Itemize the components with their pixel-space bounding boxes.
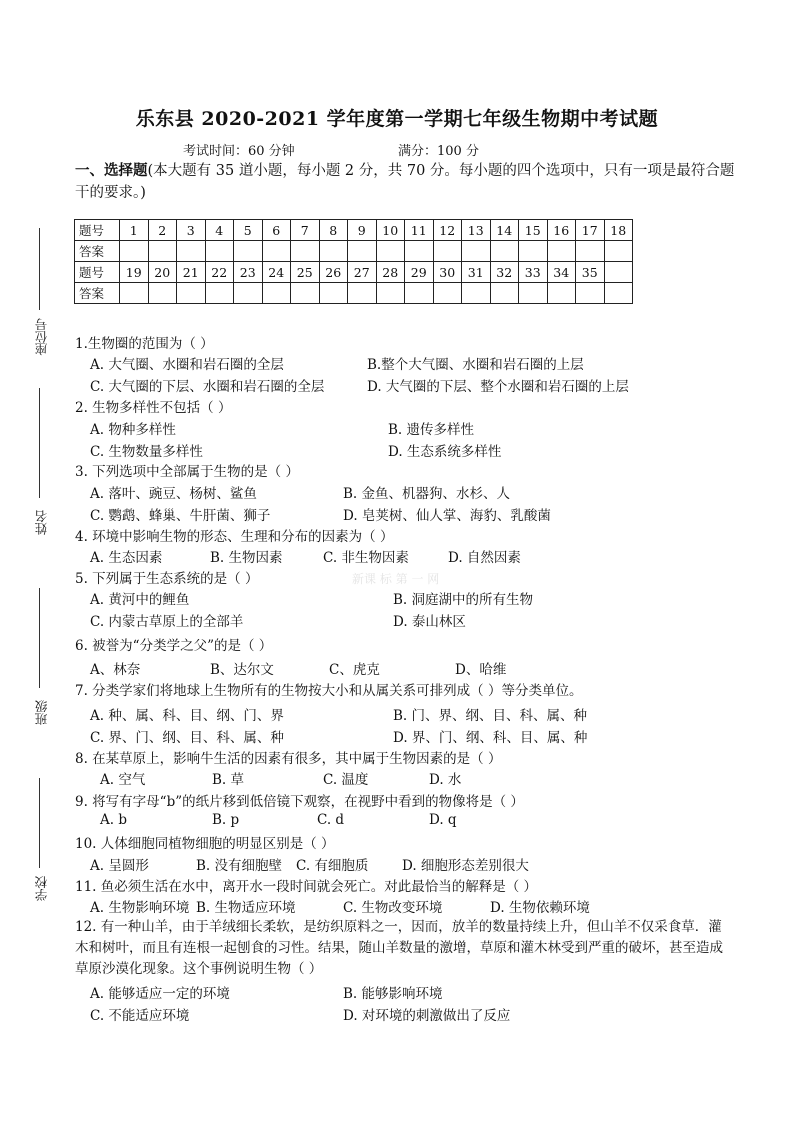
question-3-option-b: B. 金鱼、机器狗、水杉、人 <box>343 486 511 502</box>
number-cell: 19 <box>120 262 149 283</box>
answer-cell[interactable] <box>319 283 348 304</box>
number-cell: 3 <box>177 220 206 241</box>
row-label-answer: 答案 <box>75 283 120 304</box>
blank-cell <box>604 262 633 283</box>
question-10-option-a: A. 呈圆形 <box>90 858 149 874</box>
row-label-number: 题号 <box>75 262 120 283</box>
answer-cell[interactable] <box>262 283 291 304</box>
question-4-option-d: D. 自然因素 <box>448 550 521 566</box>
answer-cell[interactable] <box>376 241 405 262</box>
number-cell: 17 <box>576 220 605 241</box>
binding-line-2 <box>39 388 40 498</box>
number-cell: 30 <box>433 262 462 283</box>
answer-cell[interactable] <box>405 283 434 304</box>
answer-cell[interactable] <box>604 241 633 262</box>
question-6-option-a: A、林奈 <box>90 662 141 678</box>
school-label: 学校 <box>34 876 49 901</box>
question-11-option-d: D. 生物依赖环境 <box>490 900 590 916</box>
question-10-option-b: B. 没有细胞壁 <box>196 858 283 874</box>
number-cell: 35 <box>576 262 605 283</box>
row-label-number: 题号 <box>75 220 120 241</box>
question-3-option-d: D. 皂荚树、仙人掌、海豹、乳酸菌 <box>343 508 551 524</box>
number-cell: 18 <box>604 220 633 241</box>
number-cell: 14 <box>490 220 519 241</box>
answer-cell[interactable] <box>348 283 377 304</box>
seat-number-label: 座位号 <box>34 318 49 356</box>
number-cell: 24 <box>262 262 291 283</box>
question-1-stem: 1.生物圈的范围为（ ） <box>75 336 214 352</box>
question-10-option-c: C. 有细胞质 <box>296 858 369 874</box>
number-cell: 9 <box>348 220 377 241</box>
binding-line-3 <box>39 588 40 688</box>
answer-cell[interactable] <box>234 283 263 304</box>
answer-cell[interactable] <box>205 241 234 262</box>
number-cell: 5 <box>234 220 263 241</box>
answer-cell[interactable] <box>433 283 462 304</box>
answer-cell[interactable] <box>291 283 320 304</box>
answer-cell[interactable] <box>547 283 576 304</box>
question-2-option-b: B. 遗传多样性 <box>388 422 475 438</box>
question-5-option-d: D. 泰山林区 <box>393 614 466 630</box>
number-cell: 32 <box>490 262 519 283</box>
question-10-stem: 10. 人体细胞同植物细胞的明显区别是（ ） <box>75 836 335 852</box>
number-cell: 33 <box>519 262 548 283</box>
question-11-option-c: C. 生物改变环境 <box>343 900 443 916</box>
number-cell: 29 <box>405 262 434 283</box>
full-score: 满分：100 分 <box>398 144 479 159</box>
question-5-option-a: A. 黄河中的鲤鱼 <box>90 592 190 608</box>
question-7-stem: 7. 分类学家们将地球上生物所有的生物按大小和从属关系可排列成（ ）等分类单位。 <box>75 683 583 699</box>
question-8-option-b: B. 草 <box>212 772 245 788</box>
question-5-option-c: C. 内蒙古草原上的全部羊 <box>90 614 244 630</box>
question-7-option-c: C. 界、门、纲、目、科、属、种 <box>90 730 284 746</box>
question-5-option-b: B. 洞庭湖中的所有生物 <box>393 592 534 608</box>
number-cell: 6 <box>262 220 291 241</box>
answer-cell[interactable] <box>234 241 263 262</box>
question-4-option-b: B. 生物因素 <box>210 550 283 566</box>
question-3-stem: 3. 下列选项中全部属于生物的是（ ） <box>75 464 299 480</box>
answer-cell[interactable] <box>120 241 149 262</box>
question-5-stem: 5. 下列属于生态系统的是（ ） <box>75 571 259 587</box>
question-7-option-a: A. 种、属、科、目、纲、门、界 <box>90 708 284 724</box>
section-heading: 一、选择题 <box>75 162 148 179</box>
answer-cell[interactable] <box>433 241 462 262</box>
section-text: (本大题有 35 道小题，每小题 2 分，共 70 分。每小题的四个选项中，只有一项是最符合题干的要求。) <box>75 163 735 201</box>
number-cell: 8 <box>319 220 348 241</box>
question-1-option-c: C. 大气圈的下层、水圈和岩石圈的全层 <box>90 379 325 395</box>
answer-table <box>74 219 633 304</box>
page-title: 乐东县 2020-2021 学年度第一学期七年级生物期中考试题 <box>135 108 659 130</box>
answer-cell[interactable] <box>576 241 605 262</box>
question-2-option-d: D. 生态系统多样性 <box>388 444 502 460</box>
section-instructions <box>75 160 735 204</box>
question-10-option-d: D. 细胞形态差别很大 <box>402 858 529 874</box>
answer-cell[interactable] <box>490 283 519 304</box>
blank-cell <box>604 283 633 304</box>
number-cell: 11 <box>405 220 434 241</box>
question-8-option-a: A. 空气 <box>100 772 146 788</box>
question-12-option-c: C. 不能适应环境 <box>90 1008 190 1024</box>
number-cell: 10 <box>376 220 405 241</box>
number-cell: 21 <box>177 262 206 283</box>
number-cell: 12 <box>433 220 462 241</box>
question-2-option-c: C. 生物数量多样性 <box>90 444 203 460</box>
number-cell: 23 <box>234 262 263 283</box>
answer-row-2 <box>75 283 633 304</box>
answer-cell[interactable] <box>576 283 605 304</box>
question-12-option-a: A. 能够适应一定的环境 <box>90 986 230 1002</box>
question-1-option-b: B.整个大气圈、水圈和岩石圈的上层 <box>367 357 584 373</box>
answer-cell[interactable] <box>376 283 405 304</box>
question-4-option-a: A. 生态因素 <box>90 550 163 566</box>
answer-row-1 <box>75 241 633 262</box>
question-6-stem: 6. 被誉为“分类学之父”的是（ ） <box>75 638 273 654</box>
question-7-option-b: B. 门、界、纲、目、科、属、种 <box>393 708 588 724</box>
question-6-option-d: D、哈维 <box>455 662 507 678</box>
number-cell: 34 <box>547 262 576 283</box>
question-8-option-d: D. 水 <box>429 772 462 788</box>
question-11-stem: 11. 鱼必须生活在水中，离开水一段时间就会死亡。对此最恰当的解释是（ ） <box>75 879 538 895</box>
question-9-option-c: C. d <box>317 812 345 828</box>
number-cell: 31 <box>462 262 491 283</box>
answer-cell[interactable] <box>148 241 177 262</box>
binding-line-4 <box>39 778 40 868</box>
number-cell: 15 <box>519 220 548 241</box>
number-cell: 13 <box>462 220 491 241</box>
answer-cell[interactable] <box>547 241 576 262</box>
number-cell: 25 <box>291 262 320 283</box>
answer-cell[interactable] <box>205 283 234 304</box>
number-cell: 22 <box>205 262 234 283</box>
question-4-stem: 4. 环境中影响生物的形态、生理和分布的因素为（ ） <box>75 529 394 545</box>
name-label: 姓名 <box>34 510 49 535</box>
answer-cell[interactable] <box>148 283 177 304</box>
answer-cell[interactable] <box>490 241 519 262</box>
answer-cell[interactable] <box>519 241 548 262</box>
number-cell: 28 <box>376 262 405 283</box>
number-row-2 <box>75 262 633 283</box>
number-cell: 7 <box>291 220 320 241</box>
question-9-stem: 9. 将写有字母“b”的纸片移到低倍镜下观察，在视野中看到的物像将是（ ） <box>75 794 524 810</box>
watermark: 新课 标 第 一 网 <box>352 572 440 586</box>
answer-cell[interactable] <box>177 283 206 304</box>
question-9-option-a: A. b <box>100 812 127 828</box>
question-8-option-c: C. 温度 <box>323 772 369 788</box>
number-cell: 27 <box>348 262 377 283</box>
question-2-option-a: A. 物种多样性 <box>90 422 176 438</box>
answer-cell[interactable] <box>291 241 320 262</box>
question-6-option-c: C、虎克 <box>329 662 380 678</box>
number-cell: 1 <box>120 220 149 241</box>
question-12-stem: 12. 有一种山羊，由于羊绒细长柔软，是纺织原料之一，因而，放羊的数量持续上升，但山羊不仅采食草．灌木和树叶，而且有连根一起刨食的习性。结果，随山羊数量的激增，草原和灌木林受到严重的破坏，甚至造成草原沙漠化现象。这个事例说明生物（ ） <box>75 919 723 977</box>
question-1-option-d: D. 大气圈的下层、整个水圈和岩石圈的上层 <box>367 379 629 395</box>
exam-time: 考试时间：60 分钟 <box>183 144 295 159</box>
answer-cell[interactable] <box>405 241 434 262</box>
question-3-option-c: C. 鹦鹉、蜂巢、牛肝菌、狮子 <box>90 508 271 524</box>
answer-cell[interactable] <box>319 241 348 262</box>
number-cell: 4 <box>205 220 234 241</box>
binding-line-1 <box>39 228 40 310</box>
question-4-option-c: C. 非生物因素 <box>323 550 409 566</box>
question-11-option-a: A. 生物影响环境 <box>90 900 190 916</box>
answer-cell[interactable] <box>519 283 548 304</box>
question-9-option-b: B. p <box>212 812 240 828</box>
answer-cell[interactable] <box>120 283 149 304</box>
answer-cell[interactable] <box>462 283 491 304</box>
answer-cell[interactable] <box>348 241 377 262</box>
question-3-option-a: A. 落叶、豌豆、杨树、鲨鱼 <box>90 486 257 502</box>
number-cell: 26 <box>319 262 348 283</box>
question-12-option-b: B. 能够影响环境 <box>343 986 443 1002</box>
question-1-option-a: A. 大气圈、水圈和岩石圈的全层 <box>90 357 284 373</box>
question-11-option-b: B. 生物适应环境 <box>196 900 296 916</box>
question-12-option-d: D. 对环境的刺激做出了反应 <box>343 1008 511 1024</box>
answer-cell[interactable] <box>462 241 491 262</box>
number-cell: 2 <box>148 220 177 241</box>
answer-cell[interactable] <box>177 241 206 262</box>
row-label-answer: 答案 <box>75 241 120 262</box>
question-7-option-d: D. 界、门、纲、科、目、属、种 <box>393 730 588 746</box>
number-row-1 <box>75 220 633 241</box>
question-6-option-b: B、达尔文 <box>210 662 274 678</box>
number-cell: 20 <box>148 262 177 283</box>
number-cell: 16 <box>547 220 576 241</box>
question-9-option-d: D. q <box>429 812 457 828</box>
class-label: 班级 <box>34 700 49 725</box>
question-8-stem: 8. 在某草原上，影响牛生活的因素有很多，其中属于生物因素的是（ ） <box>75 751 502 767</box>
question-2-stem: 2. 生物多样性不包括（ ） <box>75 400 232 416</box>
answer-cell[interactable] <box>262 241 291 262</box>
